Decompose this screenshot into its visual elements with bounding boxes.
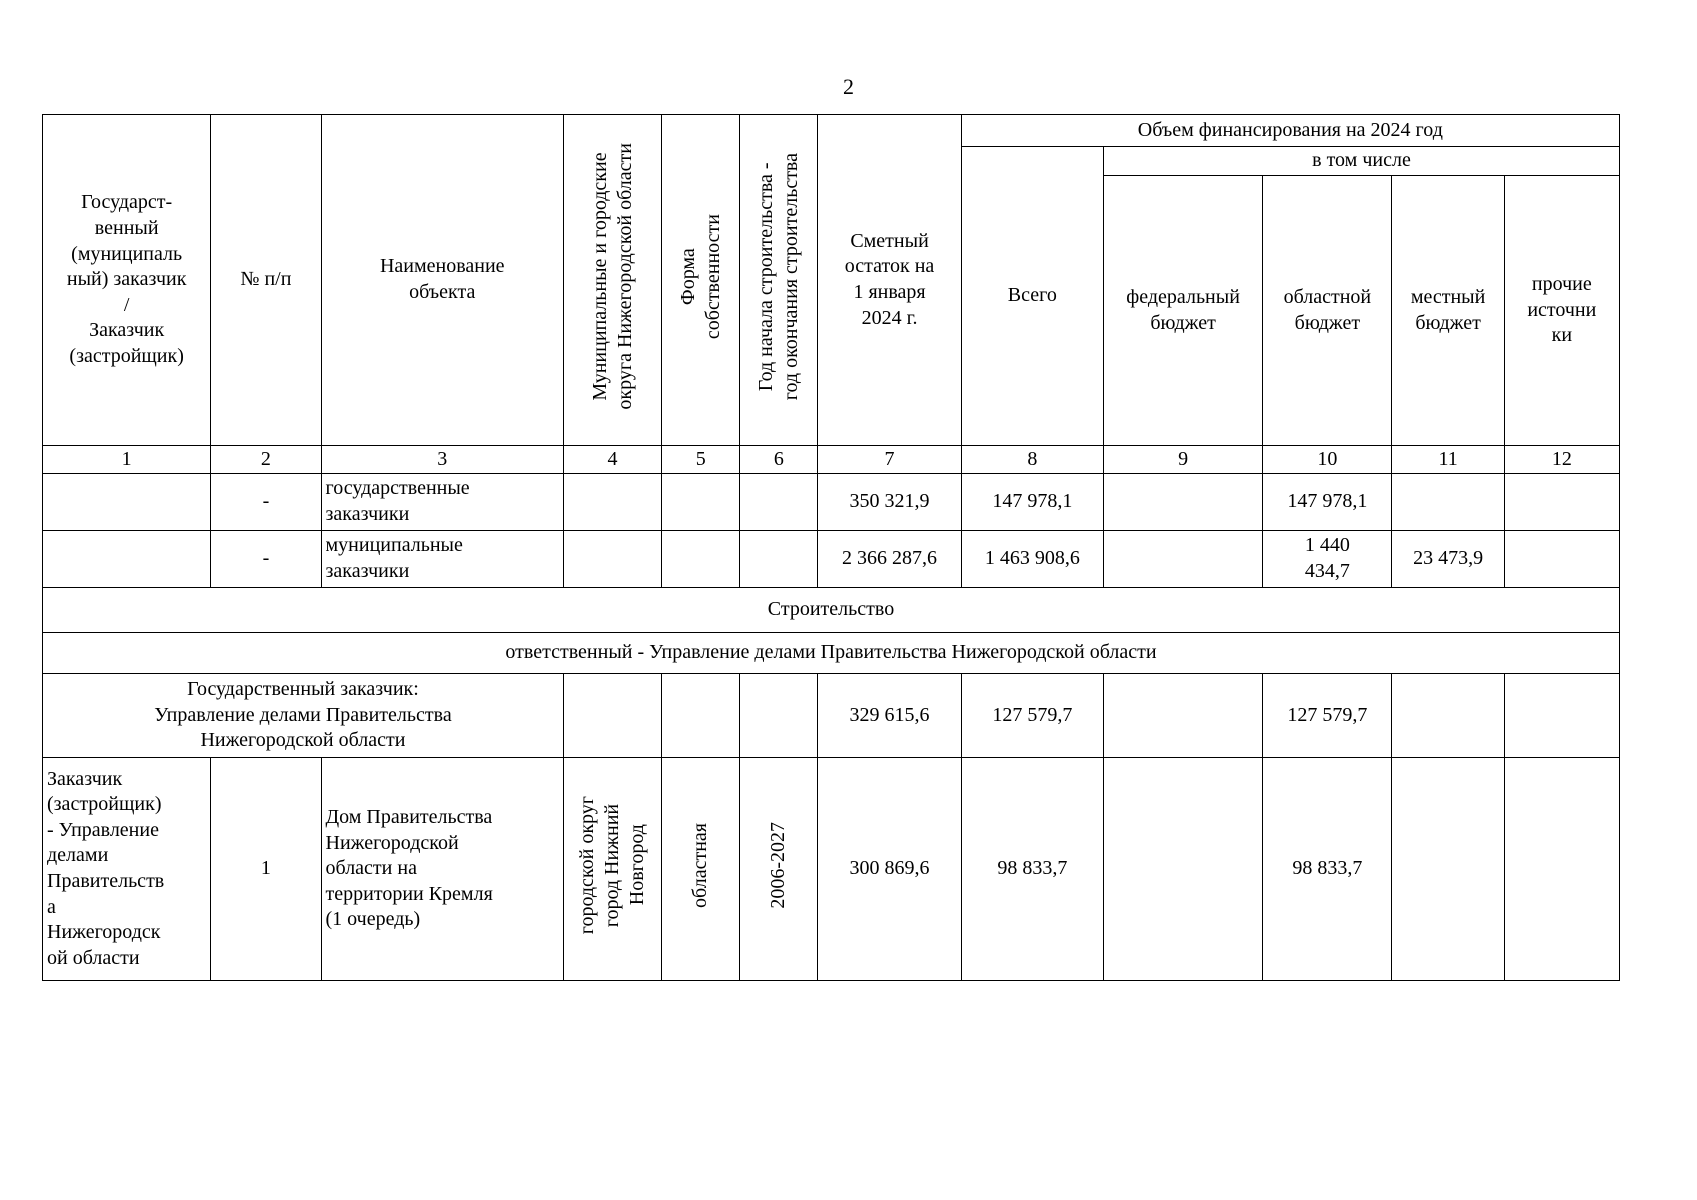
table-cell: 2 366 287,6 bbox=[818, 531, 961, 588]
table-cell: 2006-2027 bbox=[740, 758, 818, 981]
table-cell: 98 833,7 bbox=[961, 758, 1103, 981]
column-number: 4 bbox=[563, 446, 661, 474]
header-construction-years: Год начала строительства - год окончания строительства bbox=[740, 115, 818, 446]
table-cell bbox=[662, 474, 740, 531]
object-row bbox=[43, 758, 1620, 981]
table-cell: городской округ город Нижний Новгород bbox=[563, 758, 661, 981]
responsible-line: ответственный - Управление делами Правительства Нижегородской области bbox=[43, 633, 1620, 674]
table-cell bbox=[1392, 758, 1504, 981]
customer-row bbox=[43, 674, 1620, 758]
header-other-sources: прочие источни ки bbox=[1504, 176, 1619, 446]
table-cell bbox=[1103, 474, 1262, 531]
column-number: 6 bbox=[740, 446, 818, 474]
table-cell: 147 978,1 bbox=[1263, 474, 1392, 531]
header-ownership-form: Форма собственности bbox=[662, 115, 740, 446]
column-number: 9 bbox=[1103, 446, 1262, 474]
table-cell bbox=[563, 474, 661, 531]
table-cell bbox=[1504, 474, 1619, 531]
table-cell bbox=[1504, 674, 1619, 758]
table-cell bbox=[740, 674, 818, 758]
column-numbers-row bbox=[43, 446, 1620, 474]
column-number: 10 bbox=[1263, 446, 1392, 474]
header-municipality: Муниципальные и городские округа Нижегородской области bbox=[563, 115, 661, 446]
table-cell: 127 579,7 bbox=[961, 674, 1103, 758]
section-title: Строительство bbox=[43, 588, 1620, 633]
table-cell bbox=[740, 474, 818, 531]
table-cell: 350 321,9 bbox=[818, 474, 961, 531]
table-cell bbox=[1504, 531, 1619, 588]
table-cell bbox=[1392, 474, 1504, 531]
header-federal-budget: федеральный бюджет bbox=[1103, 176, 1262, 446]
table-cell bbox=[740, 531, 818, 588]
table-cell: Заказчик (застройщик) - Управление делами Правительств а Нижегородск ой области bbox=[43, 758, 211, 981]
table-cell bbox=[563, 674, 661, 758]
table-cell bbox=[43, 474, 211, 531]
column-number: 2 bbox=[211, 446, 321, 474]
table-row bbox=[43, 531, 1620, 588]
table-cell bbox=[662, 674, 740, 758]
column-number: 12 bbox=[1504, 446, 1619, 474]
table-cell bbox=[1103, 531, 1262, 588]
page-number: 2 bbox=[843, 74, 854, 99]
table-cell: областная bbox=[662, 758, 740, 981]
table-cell: государственные заказчики bbox=[321, 474, 563, 531]
table-row bbox=[43, 474, 1620, 531]
header-customer: Государст- венный (муниципаль ный) заказчик / Заказчик (застройщик) bbox=[43, 115, 211, 446]
header-number: № п/п bbox=[211, 115, 321, 446]
column-number: 11 bbox=[1392, 446, 1504, 474]
header-regional-budget: областной бюджет bbox=[1263, 176, 1392, 446]
table-cell bbox=[43, 531, 211, 588]
header-object-name: Наименование объекта bbox=[321, 115, 563, 446]
table-cell bbox=[1392, 674, 1504, 758]
table-cell: 147 978,1 bbox=[961, 474, 1103, 531]
financing-table bbox=[42, 114, 1620, 981]
table-cell: 1 463 908,6 bbox=[961, 531, 1103, 588]
table-cell bbox=[563, 531, 661, 588]
header-local-budget: местный бюджет bbox=[1392, 176, 1504, 446]
header-including-group: в том числе bbox=[1103, 147, 1619, 176]
table-cell: 1 440 434,7 bbox=[1263, 531, 1392, 588]
table-cell bbox=[1103, 758, 1262, 981]
column-number: 7 bbox=[818, 446, 961, 474]
column-number: 5 bbox=[662, 446, 740, 474]
header-estimated-balance: Сметный остаток на 1 января 2024 г. bbox=[818, 115, 961, 446]
table-cell: Дом Правительства Нижегородской области на территории Кремля (1 очередь) bbox=[321, 758, 563, 981]
column-number: 3 bbox=[321, 446, 563, 474]
table-cell: - bbox=[211, 531, 321, 588]
header-financing-group: Объем финансирования на 2024 год bbox=[961, 115, 1619, 147]
table-cell bbox=[1103, 674, 1262, 758]
header-total: Всего bbox=[961, 147, 1103, 446]
table-cell bbox=[1504, 758, 1619, 981]
column-number: 1 bbox=[43, 446, 211, 474]
customer-name: Государственный заказчик: Управление делами Правительства Нижегородской области bbox=[43, 674, 564, 758]
table-cell: 23 473,9 bbox=[1392, 531, 1504, 588]
table-cell: 98 833,7 bbox=[1263, 758, 1392, 981]
table-cell: муниципальные заказчики bbox=[321, 531, 563, 588]
table-cell: 300 869,6 bbox=[818, 758, 961, 981]
table-cell: 329 615,6 bbox=[818, 674, 961, 758]
table-cell bbox=[662, 531, 740, 588]
column-number: 8 bbox=[961, 446, 1103, 474]
table-cell: 1 bbox=[211, 758, 321, 981]
table-cell: - bbox=[211, 474, 321, 531]
table-cell: 127 579,7 bbox=[1263, 674, 1392, 758]
